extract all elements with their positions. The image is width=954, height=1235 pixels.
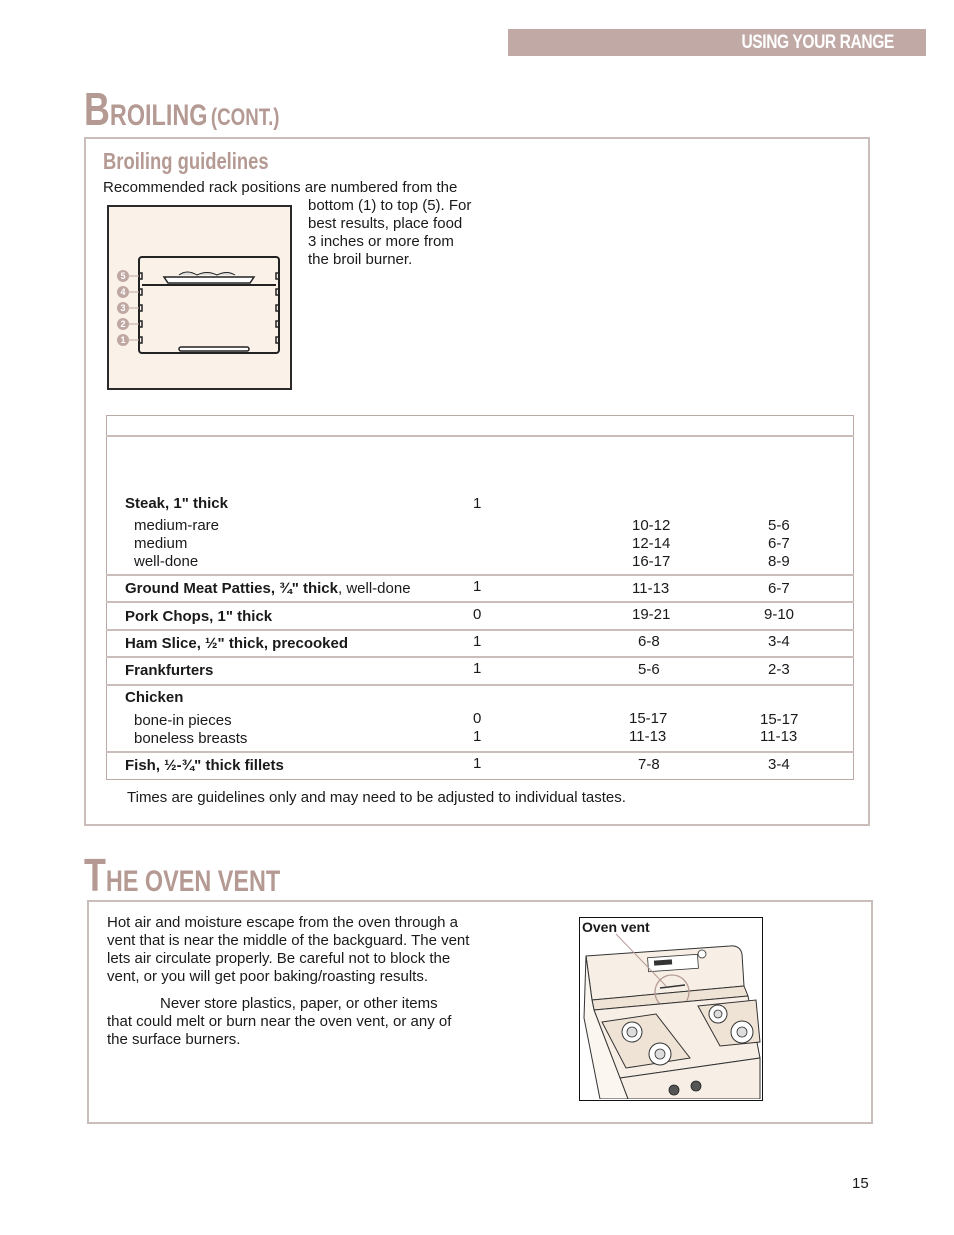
side2-cell: 6-7: [768, 580, 790, 597]
sub-food-cell: well-done: [134, 553, 199, 570]
broiling-footnote: Times are guidelines only and may need to be adjusted to individual tastes.: [127, 789, 626, 806]
table-row-divider: [106, 629, 854, 631]
section-header-bar: [508, 29, 926, 56]
side2-cell: 11-13: [760, 728, 798, 745]
table-header-divider: [106, 435, 854, 437]
side1-cell: 11-13: [629, 728, 667, 745]
rack-cell: 0: [473, 710, 482, 727]
table-row: Fish, ½-¾" thick fillets: [125, 757, 284, 774]
rack-cell: 1: [473, 728, 482, 745]
broiling-intro-line5: the broil burner.: [308, 251, 413, 268]
rack-label-4: 4: [120, 287, 126, 297]
table-row: Ham Slice, ½" thick, precooked: [125, 635, 349, 652]
sub-food-cell: medium: [134, 535, 188, 552]
vent-para1-line2: vent that is near the middle of the backguard. The vent: [107, 932, 470, 949]
broiling-guidelines-subtitle: Broiling guidelines: [103, 148, 269, 174]
range-drawing: [580, 918, 761, 1099]
side2-cell: 9-10: [764, 606, 795, 623]
table-row: Ground Meat Patties, ¾" thick, well-done: [125, 580, 411, 597]
oven-vent-figure-label: Oven vent: [582, 919, 650, 935]
broiling-intro-line4: 3 inches or more from: [308, 233, 454, 250]
rack-label-3: 3: [120, 303, 126, 313]
rack-cell: 1: [473, 578, 482, 595]
side2-cell: 6-7: [768, 535, 790, 552]
side1-cell: 15-17: [629, 710, 668, 727]
rack-label-2: 2: [120, 319, 126, 329]
table-row-divider: [106, 601, 854, 603]
vent-para1-line4: vent, or you will get poor baking/roasting results.: [107, 968, 428, 985]
side1-cell: 5-6: [638, 661, 660, 678]
oven-cavity-drawing: [109, 207, 290, 388]
vent-para2-line2: that could melt or burn near the oven vent, or any of: [107, 1013, 452, 1030]
vent-para2-line1: Never store plastics, paper, or other items: [160, 995, 438, 1012]
side1-cell: 7-8: [638, 756, 660, 773]
table-row: Chicken: [125, 689, 184, 706]
broiling-intro-line2: bottom (1) to top (5). For: [308, 197, 472, 214]
table-row-divider: [106, 574, 854, 576]
vent-para1-line3: lets air circulate properly. Be careful not to block the: [107, 950, 451, 967]
sub-food-cell: boneless breasts: [134, 730, 248, 747]
rack-position-illustration: [107, 205, 292, 390]
oven-vent-illustration: [579, 917, 763, 1101]
rack-cell: 0: [473, 606, 482, 623]
table-row-divider: [106, 656, 854, 658]
broiling-intro-line1: Recommended rack positions are numbered from the: [103, 179, 458, 196]
side1-cell: 10-12: [632, 517, 671, 534]
table-row-divider: [106, 684, 854, 686]
vent-para2-line3: the surface burners.: [107, 1031, 241, 1048]
broiling-intro-line3: best results, place food: [308, 215, 463, 232]
rack-cell: 1: [473, 495, 482, 512]
table-row: Steak, 1" thick: [125, 495, 228, 512]
oven-vent-title: THE OVEN VENT: [84, 849, 281, 901]
rack-label-1: 1: [120, 335, 126, 345]
table-row: Frankfurters: [125, 662, 214, 679]
side1-cell: 11-13: [632, 580, 670, 597]
side1-cell: 6-8: [638, 633, 660, 650]
side1-cell: 19-21: [632, 606, 671, 623]
side2-cell: 3-4: [768, 633, 790, 650]
page-number: 15: [852, 1175, 869, 1192]
side2-cell: 3-4: [768, 756, 790, 773]
side2-cell: 2-3: [768, 661, 790, 678]
rack-label-5: 5: [120, 271, 126, 281]
side2-cell: 15-17: [760, 711, 799, 728]
rack-cell: 1: [473, 660, 482, 677]
sub-food-cell: medium-rare: [134, 517, 220, 534]
broiling-title: BROILING (CONT.): [84, 83, 280, 135]
rack-cell: 1: [473, 755, 482, 772]
vent-para1-line1: Hot air and moisture escape from the oven through a: [107, 914, 459, 931]
section-header-label: USING YOUR RANGE: [741, 32, 894, 53]
table-row: Pork Chops, 1" thick: [125, 608, 273, 625]
side1-cell: 12-14: [632, 535, 671, 552]
rack-cell: 1: [473, 633, 482, 650]
side1-cell: 16-17: [632, 553, 671, 570]
side2-cell: 8-9: [768, 553, 790, 570]
side2-cell: 5-6: [768, 517, 790, 534]
table-row-divider: [106, 751, 854, 753]
sub-food-cell: bone-in pieces: [134, 712, 232, 729]
